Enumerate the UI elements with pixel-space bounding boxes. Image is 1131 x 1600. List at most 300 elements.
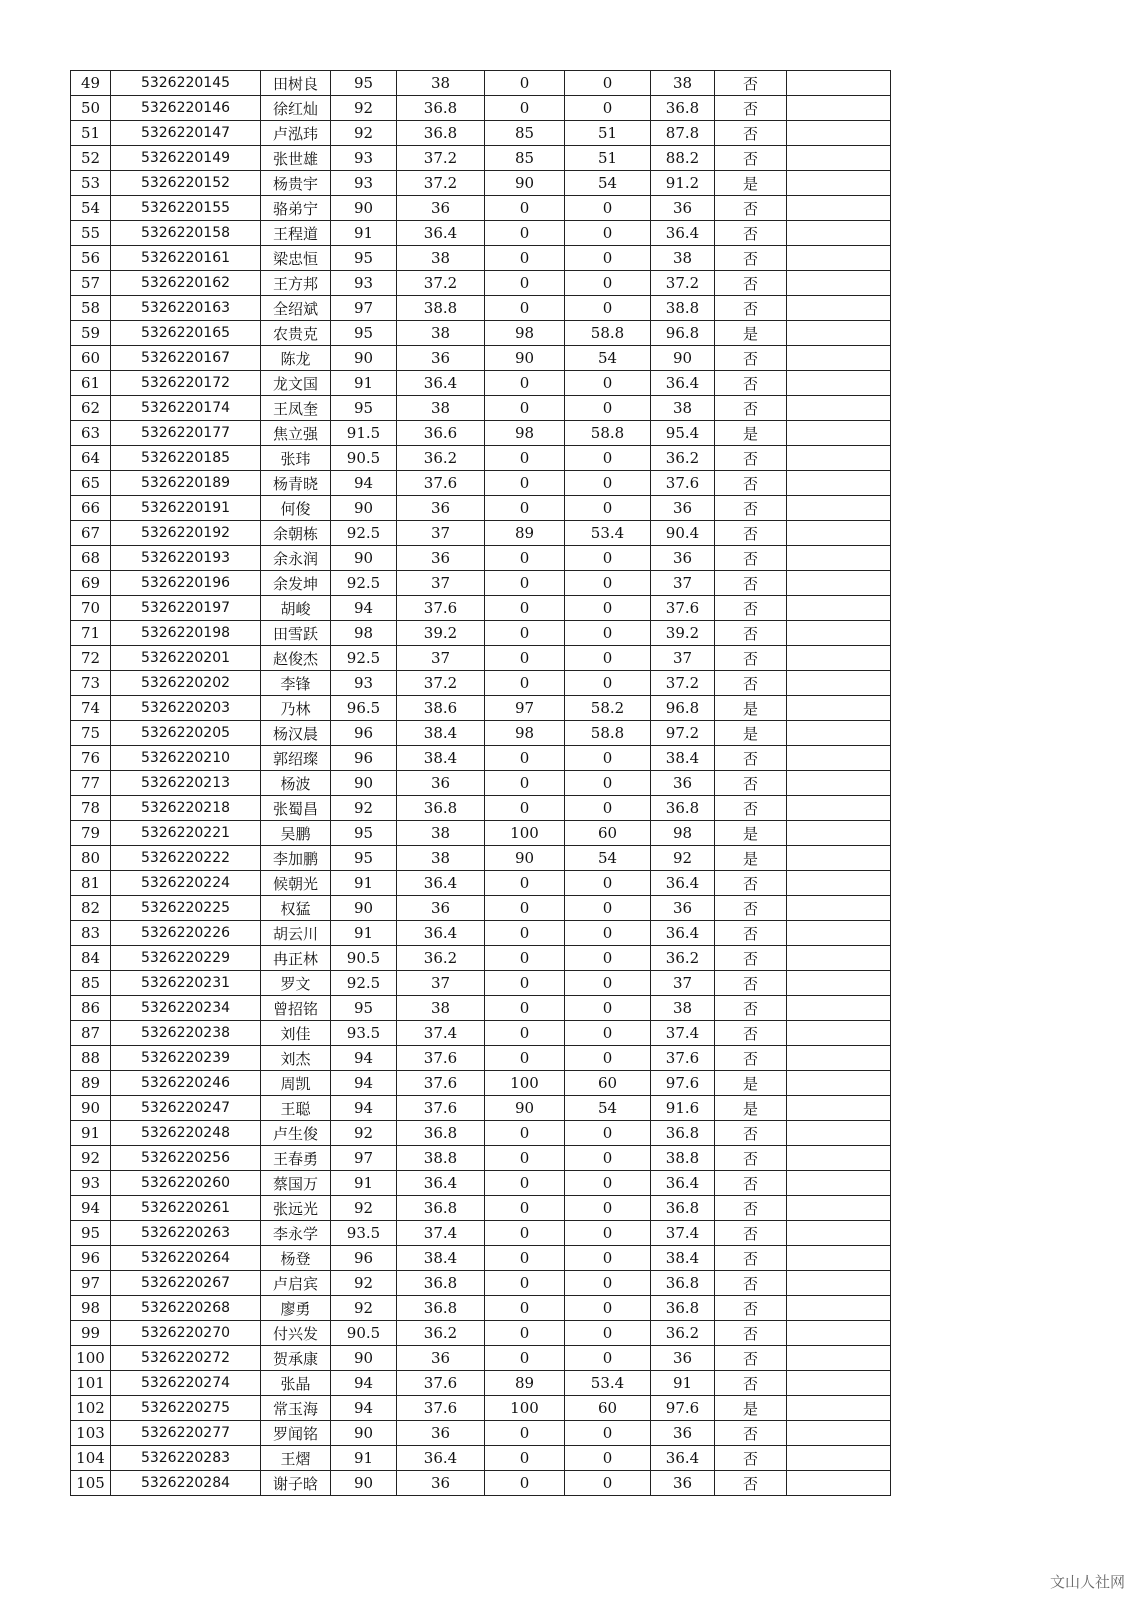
name-cell: 张玮 [261,446,331,471]
seq-cell: 72 [71,646,111,671]
name-cell: 杨汉晨 [261,721,331,746]
score-b-weighted-cell: 0 [565,896,651,921]
table-row [71,421,891,446]
seq-cell: 78 [71,796,111,821]
score-a-weighted-cell: 36.2 [397,946,485,971]
score-a-weighted-cell: 38 [397,846,485,871]
seq-cell: 101 [71,1371,111,1396]
qualified-cell: 否 [715,971,787,996]
table-row [71,1371,891,1396]
score-a-weighted-cell: 38.4 [397,746,485,771]
id-number-cell: 5326220191 [111,496,261,521]
qualified-cell: 是 [715,421,787,446]
total-score-cell: 88.2 [651,146,715,171]
score-a-cell: 97 [331,296,397,321]
remark-cell [787,121,891,146]
qualified-cell: 否 [715,1146,787,1171]
seq-cell: 87 [71,1021,111,1046]
id-number-cell: 5326220162 [111,271,261,296]
id-number-cell: 5326220277 [111,1421,261,1446]
total-score-cell: 36 [651,1421,715,1446]
total-score-cell: 36.4 [651,1171,715,1196]
table-row [71,1396,891,1421]
total-score-cell: 38.4 [651,746,715,771]
remark-cell [787,196,891,221]
name-cell: 王程道 [261,221,331,246]
score-b-weighted-cell: 53.4 [565,1371,651,1396]
total-score-cell: 36.8 [651,1296,715,1321]
qualified-cell: 否 [715,1371,787,1396]
name-cell: 王春勇 [261,1146,331,1171]
total-score-cell: 91.6 [651,1096,715,1121]
table-row [71,946,891,971]
score-b-weighted-cell: 58.8 [565,321,651,346]
score-a-cell: 98 [331,621,397,646]
seq-cell: 95 [71,1221,111,1246]
seq-cell: 86 [71,996,111,1021]
seq-cell: 57 [71,271,111,296]
score-b-cell: 100 [485,1071,565,1096]
total-score-cell: 36.2 [651,446,715,471]
name-cell: 农贵克 [261,321,331,346]
score-a-weighted-cell: 36.8 [397,96,485,121]
score-a-weighted-cell: 36.2 [397,446,485,471]
score-a-cell: 95 [331,396,397,421]
score-a-cell: 93.5 [331,1021,397,1046]
score-a-cell: 92 [331,1121,397,1146]
qualified-cell: 否 [715,521,787,546]
id-number-cell: 5326220283 [111,1446,261,1471]
id-number-cell: 5326220222 [111,846,261,871]
id-number-cell: 5326220274 [111,1371,261,1396]
score-b-cell: 0 [485,1471,565,1496]
table-row [71,171,891,196]
qualified-cell: 否 [715,446,787,471]
total-score-cell: 38 [651,246,715,271]
score-b-cell: 0 [485,1271,565,1296]
name-cell: 常玉海 [261,1396,331,1421]
score-b-cell: 0 [485,1046,565,1071]
id-number-cell: 5326220284 [111,1471,261,1496]
name-cell: 田雪跃 [261,621,331,646]
score-a-cell: 95 [331,821,397,846]
score-b-weighted-cell: 54 [565,171,651,196]
score-a-cell: 96 [331,721,397,746]
id-number-cell: 5326220196 [111,571,261,596]
qualified-cell: 否 [715,546,787,571]
remark-cell [787,1471,891,1496]
score-b-cell: 0 [485,1171,565,1196]
score-a-weighted-cell: 36.4 [397,221,485,246]
remark-cell [787,571,891,596]
total-score-cell: 38 [651,71,715,96]
total-score-cell: 36 [651,496,715,521]
seq-cell: 62 [71,396,111,421]
remark-cell [787,521,891,546]
total-score-cell: 38.4 [651,1246,715,1271]
score-b-weighted-cell: 0 [565,196,651,221]
id-number-cell: 5326220270 [111,1321,261,1346]
remark-cell [787,1196,891,1221]
total-score-cell: 36.2 [651,946,715,971]
score-a-cell: 93 [331,671,397,696]
qualified-cell: 否 [715,496,787,521]
seq-cell: 67 [71,521,111,546]
score-a-cell: 92 [331,1196,397,1221]
seq-cell: 83 [71,921,111,946]
score-b-weighted-cell: 0 [565,371,651,396]
total-score-cell: 36.8 [651,1121,715,1146]
name-cell: 李锋 [261,671,331,696]
score-a-cell: 94 [331,596,397,621]
seq-cell: 77 [71,771,111,796]
qualified-cell: 否 [715,871,787,896]
table-row [71,96,891,121]
total-score-cell: 37 [651,971,715,996]
qualified-cell: 否 [715,221,787,246]
score-b-cell: 0 [485,621,565,646]
score-b-cell: 0 [485,646,565,671]
name-cell: 谢子晗 [261,1471,331,1496]
score-b-cell: 0 [485,1321,565,1346]
name-cell: 刘佳 [261,1021,331,1046]
score-a-cell: 90 [331,1421,397,1446]
total-score-cell: 37 [651,571,715,596]
score-b-weighted-cell: 0 [565,1171,651,1196]
seq-cell: 59 [71,321,111,346]
seq-cell: 97 [71,1271,111,1296]
qualified-cell: 否 [715,1171,787,1196]
score-b-weighted-cell: 51 [565,146,651,171]
id-number-cell: 5326220213 [111,771,261,796]
remark-cell [787,271,891,296]
remark-cell [787,96,891,121]
seq-cell: 50 [71,96,111,121]
remark-cell [787,1071,891,1096]
table-row [71,246,891,271]
id-number-cell: 5326220218 [111,796,261,821]
name-cell: 卢泓玮 [261,121,331,146]
seq-cell: 85 [71,971,111,996]
score-a-cell: 95 [331,996,397,1021]
score-a-cell: 93.5 [331,1221,397,1246]
remark-cell [787,296,891,321]
qualified-cell: 否 [715,1046,787,1071]
score-a-weighted-cell: 36.8 [397,1196,485,1221]
id-number-cell: 5326220149 [111,146,261,171]
score-b-weighted-cell: 0 [565,946,651,971]
score-a-cell: 93 [331,271,397,296]
table-row [71,1071,891,1096]
table-row [71,121,891,146]
table-row [71,1271,891,1296]
score-b-cell: 0 [485,1221,565,1246]
table-row [71,1096,891,1121]
score-b-weighted-cell: 0 [565,971,651,996]
score-b-cell: 0 [485,396,565,421]
remark-cell [787,321,891,346]
total-score-cell: 95.4 [651,421,715,446]
seq-cell: 69 [71,571,111,596]
name-cell: 李加鹏 [261,846,331,871]
id-number-cell: 5326220146 [111,96,261,121]
table-row [71,1321,891,1346]
score-b-cell: 0 [485,1296,565,1321]
table-row [71,646,891,671]
score-a-cell: 90 [331,896,397,921]
score-b-weighted-cell: 0 [565,746,651,771]
id-number-cell: 5326220267 [111,1271,261,1296]
score-b-cell: 90 [485,346,565,371]
score-a-cell: 95 [331,846,397,871]
name-cell: 吴鹏 [261,821,331,846]
remark-cell [787,546,891,571]
remark-cell [787,771,891,796]
score-b-weighted-cell: 0 [565,1046,651,1071]
seq-cell: 51 [71,121,111,146]
remark-cell [787,1121,891,1146]
score-a-weighted-cell: 36.8 [397,121,485,146]
score-a-cell: 94 [331,1046,397,1071]
table-row [71,996,891,1021]
score-a-cell: 91 [331,371,397,396]
table-row [71,746,891,771]
name-cell: 王聪 [261,1096,331,1121]
qualified-cell: 是 [715,696,787,721]
score-a-cell: 92.5 [331,521,397,546]
total-score-cell: 36.4 [651,221,715,246]
score-a-cell: 93 [331,146,397,171]
score-b-cell: 0 [485,1146,565,1171]
seq-cell: 103 [71,1421,111,1446]
id-number-cell: 5326220177 [111,421,261,446]
score-a-cell: 92 [331,796,397,821]
score-a-cell: 90 [331,546,397,571]
seq-cell: 71 [71,621,111,646]
name-cell: 杨贵宇 [261,171,331,196]
score-a-weighted-cell: 37.6 [397,1371,485,1396]
score-b-cell: 98 [485,421,565,446]
name-cell: 张远光 [261,1196,331,1221]
remark-cell [787,1421,891,1446]
name-cell: 余永润 [261,546,331,571]
score-a-cell: 94 [331,1071,397,1096]
remark-cell [787,946,891,971]
score-a-cell: 92.5 [331,971,397,996]
table-row [71,346,891,371]
seq-cell: 70 [71,596,111,621]
score-a-weighted-cell: 37 [397,521,485,546]
seq-cell: 82 [71,896,111,921]
score-b-cell: 0 [485,446,565,471]
qualified-cell: 否 [715,796,787,821]
score-b-cell: 0 [485,96,565,121]
score-b-cell: 0 [485,546,565,571]
id-number-cell: 5326220152 [111,171,261,196]
seq-cell: 75 [71,721,111,746]
score-a-weighted-cell: 37.4 [397,1221,485,1246]
id-number-cell: 5326220248 [111,1121,261,1146]
remark-cell [787,696,891,721]
seq-cell: 100 [71,1346,111,1371]
score-b-cell: 0 [485,271,565,296]
id-number-cell: 5326220226 [111,921,261,946]
score-b-cell: 0 [485,1121,565,1146]
score-a-weighted-cell: 38.8 [397,296,485,321]
table-row [71,1296,891,1321]
seq-cell: 99 [71,1321,111,1346]
score-b-cell: 0 [485,746,565,771]
id-number-cell: 5326220261 [111,1196,261,1221]
score-a-weighted-cell: 38 [397,321,485,346]
score-b-weighted-cell: 0 [565,1271,651,1296]
total-score-cell: 36.8 [651,1271,715,1296]
qualified-cell: 否 [715,271,787,296]
score-b-weighted-cell: 0 [565,1146,651,1171]
qualified-cell: 否 [715,471,787,496]
qualified-cell: 是 [715,1071,787,1096]
remark-cell [787,871,891,896]
score-a-cell: 90 [331,1471,397,1496]
score-a-weighted-cell: 37.6 [397,1046,485,1071]
total-score-cell: 97.6 [651,1071,715,1096]
id-number-cell: 5326220163 [111,296,261,321]
remark-cell [787,621,891,646]
score-a-cell: 94 [331,1096,397,1121]
name-cell: 卢启宾 [261,1271,331,1296]
score-a-weighted-cell: 37.6 [397,596,485,621]
score-b-cell: 0 [485,221,565,246]
qualified-cell: 否 [715,1346,787,1371]
score-b-cell: 0 [485,896,565,921]
name-cell: 冉正林 [261,946,331,971]
total-score-cell: 92 [651,846,715,871]
seq-cell: 63 [71,421,111,446]
score-b-weighted-cell: 0 [565,1346,651,1371]
score-b-cell: 0 [485,671,565,696]
total-score-cell: 36 [651,546,715,571]
remark-cell [787,1271,891,1296]
score-b-weighted-cell: 0 [565,571,651,596]
total-score-cell: 96.8 [651,696,715,721]
score-b-weighted-cell: 0 [565,996,651,1021]
table-row [71,621,891,646]
id-number-cell: 5326220198 [111,621,261,646]
qualified-cell: 是 [715,1396,787,1421]
score-b-cell: 0 [485,571,565,596]
score-a-weighted-cell: 37.2 [397,171,485,196]
qualified-cell: 是 [715,821,787,846]
total-score-cell: 36.8 [651,96,715,121]
total-score-cell: 90 [651,346,715,371]
seq-cell: 89 [71,1071,111,1096]
score-a-cell: 94 [331,471,397,496]
score-a-weighted-cell: 38.8 [397,1146,485,1171]
score-a-cell: 91 [331,871,397,896]
score-a-cell: 90 [331,1346,397,1371]
total-score-cell: 37 [651,646,715,671]
score-b-weighted-cell: 0 [565,796,651,821]
seq-cell: 81 [71,871,111,896]
score-b-cell: 98 [485,321,565,346]
table-row [71,1121,891,1146]
total-score-cell: 96.8 [651,321,715,346]
seq-cell: 68 [71,546,111,571]
qualified-cell: 是 [715,846,787,871]
score-b-cell: 0 [485,596,565,621]
score-a-cell: 95 [331,246,397,271]
score-a-cell: 96.5 [331,696,397,721]
table-row [71,221,891,246]
name-cell: 梁忠恒 [261,246,331,271]
qualified-cell: 否 [715,1296,787,1321]
id-number-cell: 5326220202 [111,671,261,696]
name-cell: 刘杰 [261,1046,331,1071]
score-b-cell: 0 [485,1421,565,1446]
score-a-cell: 92 [331,121,397,146]
score-b-cell: 0 [485,871,565,896]
id-number-cell: 5326220224 [111,871,261,896]
score-b-weighted-cell: 0 [565,396,651,421]
name-cell: 陈龙 [261,346,331,371]
table-row [71,1246,891,1271]
seq-cell: 102 [71,1396,111,1421]
table-row [71,1046,891,1071]
score-b-cell: 97 [485,696,565,721]
score-b-weighted-cell: 0 [565,1446,651,1471]
total-score-cell: 37.6 [651,596,715,621]
seq-cell: 94 [71,1196,111,1221]
id-number-cell: 5326220272 [111,1346,261,1371]
name-cell: 徐红灿 [261,96,331,121]
name-cell: 胡云川 [261,921,331,946]
name-cell: 蔡国万 [261,1171,331,1196]
score-a-weighted-cell: 38 [397,821,485,846]
remark-cell [787,921,891,946]
total-score-cell: 36 [651,771,715,796]
qualified-cell: 否 [715,296,787,321]
remark-cell [787,396,891,421]
name-cell: 杨波 [261,771,331,796]
qualified-cell: 否 [715,246,787,271]
total-score-cell: 37.2 [651,671,715,696]
score-a-cell: 92 [331,1271,397,1296]
total-score-cell: 97.2 [651,721,715,746]
table-row [71,521,891,546]
name-cell: 赵俊杰 [261,646,331,671]
seq-cell: 73 [71,671,111,696]
score-a-weighted-cell: 36.6 [397,421,485,446]
seq-cell: 56 [71,246,111,271]
qualified-cell: 否 [715,571,787,596]
id-number-cell: 5326220225 [111,896,261,921]
qualified-cell: 否 [715,96,787,121]
table-row [71,1421,891,1446]
id-number-cell: 5326220197 [111,596,261,621]
total-score-cell: 36 [651,896,715,921]
qualified-cell: 否 [715,1221,787,1246]
score-a-weighted-cell: 37.4 [397,1021,485,1046]
score-b-weighted-cell: 0 [565,446,651,471]
score-b-cell: 89 [485,1371,565,1396]
id-number-cell: 5326220247 [111,1096,261,1121]
id-number-cell: 5326220256 [111,1146,261,1171]
score-a-cell: 91 [331,221,397,246]
score-b-cell: 90 [485,846,565,871]
table-row [71,496,891,521]
remark-cell [787,596,891,621]
site-watermark: 文山人社网 [1049,1573,1125,1591]
